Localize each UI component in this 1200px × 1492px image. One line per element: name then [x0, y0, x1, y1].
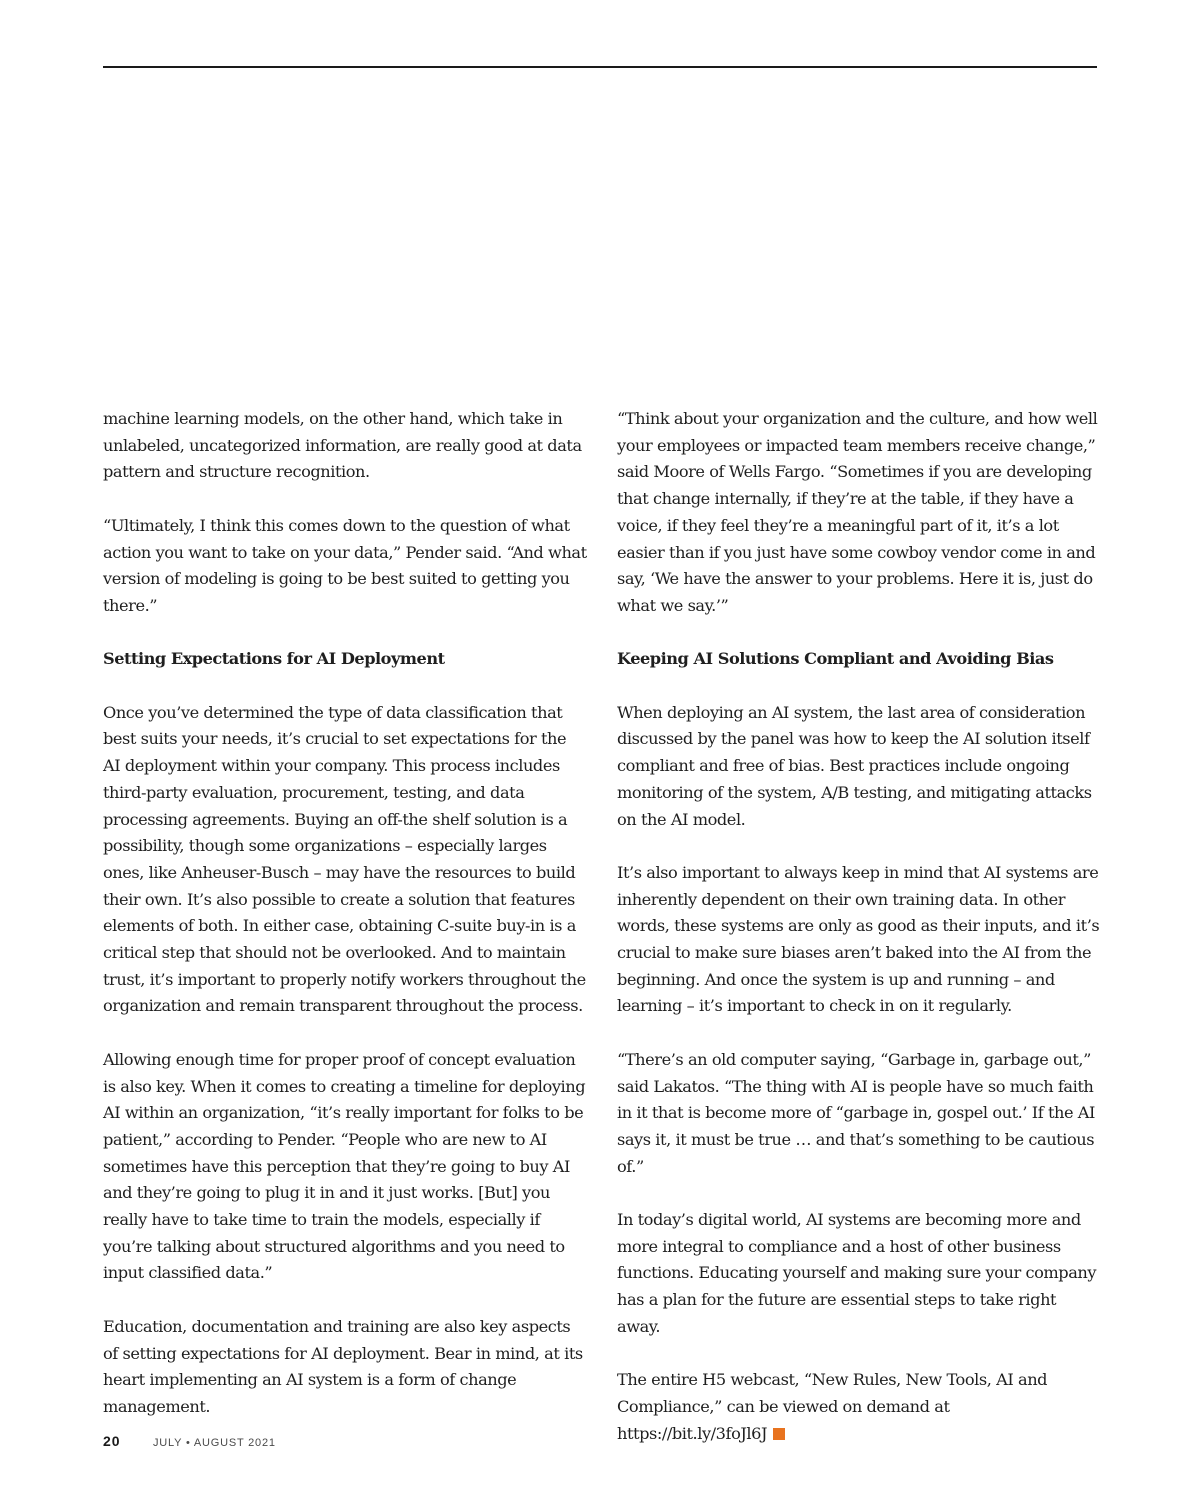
orange-square-end-icon: [773, 1428, 785, 1440]
page-footer: [103, 1433, 276, 1449]
paragraph: It’s also important to always keep in mind that AI systems are inherently dependent on their own training data. In other words, these systems are only as good as their inputs, and it’s crucial to make sure biases aren’t baked into the AI from the beginning. And once the system is up and running – and learning – it’s important to check in on it regularly.: [617, 862, 1100, 1016]
article-column-right: [617, 406, 1101, 1474]
paragraph: When deploying an AI system, the last area of consideration discussed by the panel was how to keep the AI solution itself compliant and free of bias. Best practices include ongoing monitoring of the system, A/B testing, and mitigating attacks on the AI model.: [617, 702, 1092, 829]
page-number: 20: [103, 1433, 121, 1449]
paragraph: Education, documentation and training are also key aspects of setting expectations for AI deployment. Bear in mind, at its heart implementing an AI system is a form of change management.: [103, 1316, 583, 1416]
section-heading: Keeping AI Solutions Compliant and Avoiding Bias: [617, 649, 1054, 669]
issue-date: JULY • AUGUST 2021: [153, 1437, 276, 1449]
quote-paragraph: “Ultimately, I think this comes down to the question of what action you want to take on your data,” Pender said. “And what version of modeling is going to be best suited to getting you there.”: [103, 515, 587, 615]
quote-paragraph: “Think about your organization and the culture, and how well your employees or impacted team members receive change,” said Moore of Wells Fargo. “Sometimes if you are developing that change internally, if they’re at the table, if they have a voice, if they feel they’re a meaningful part of it, it’s a lot easier than if you just have some cowboy vendor come in and say, ‘We have the answer to your problems. Here it is, just do what we say.’”: [617, 409, 1098, 615]
paragraph: Allowing enough time for proper proof of concept evaluation is also key. When it comes to creating a timeline for deploying AI within an organization, “it’s really important for folks to be patient,” according to Pender. “People who are new to AI sometimes have this perception that they’re going to buy AI and they’re going to plug it in and it just works. [But] you really have to take time to train the models, especially if you’re talking about structured algorithms and you need to input classified data.”: [103, 1049, 586, 1283]
article-column-left: [103, 406, 587, 1447]
paragraph: machine learning models, on the other hand, which take in unlabeled, uncategorized information, are really good at data pattern and structure recognition.: [103, 409, 582, 482]
closing-paragraph: [617, 1367, 1101, 1447]
section-heading: Setting Expectations for AI Deployment: [103, 649, 445, 669]
top-rule-divider: [103, 66, 1097, 68]
paragraph: Once you’ve determined the type of data classification that best suits your needs, it’s crucial to set expectations for the AI deployment within your company. This process includes third-party evaluation, procurement, testing, and data processing agreements. Buying an off-the shelf solution is a possibility, though some organizations – especially larges ones, like Anheuser-Busch – may have the resources to build their own. It’s also possible to create a solution that features elements of both. In either case, obtaining C-suite buy-in is a critical step that should not be overlooked. And to maintain trust, it’s important to properly notify workers throughout the organization and remain transparent throughout the process.: [103, 702, 586, 1016]
paragraph: In today’s digital world, AI systems are becoming more and more integral to compliance and a host of other business functions. Educating yourself and making sure your company has a plan for the future are essential steps to take right away.: [617, 1210, 1097, 1336]
closing-text: The entire H5 webcast, “New Rules, New Tools, AI and Compliance,” can be viewed on demand at https://bit.ly/3foJl6J: [617, 1370, 1048, 1443]
quote-paragraph: “There’s an old computer saying, “Garbage in, garbage out,” said Lakatos. “The thing with AI is people have so much faith in it that is become more of “garbage in, gospel out.’ If the AI says it, it must be true … and that’s something to be cautious of.”: [617, 1049, 1095, 1176]
